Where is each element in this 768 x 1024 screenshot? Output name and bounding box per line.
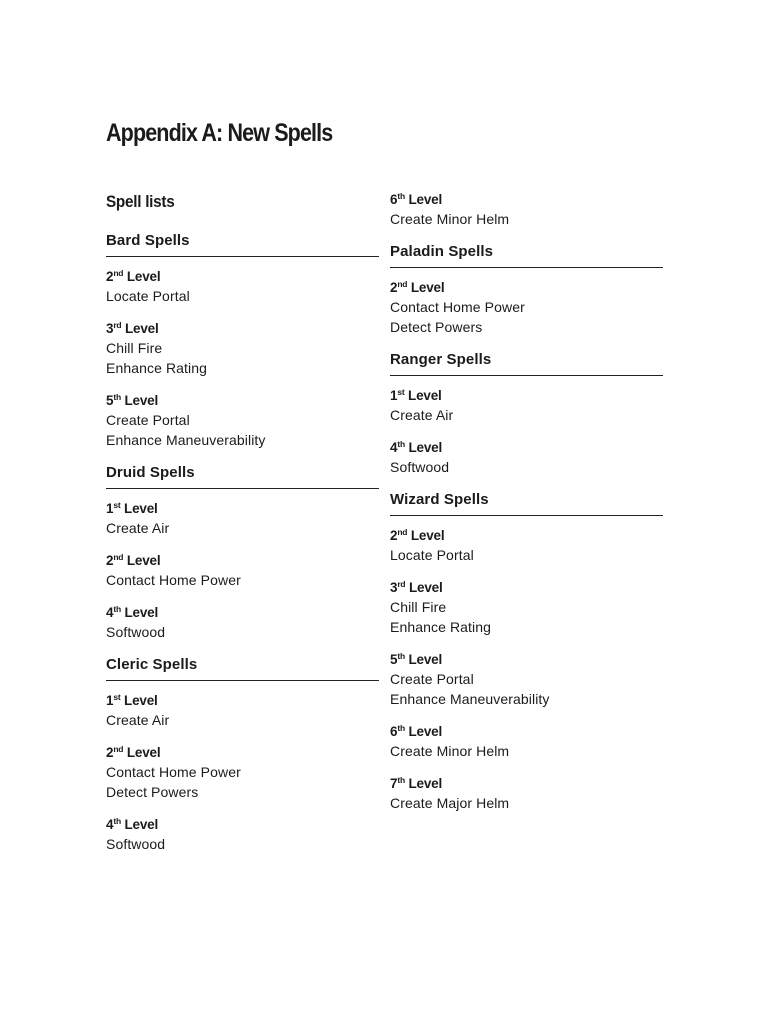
level-number: 6 bbox=[390, 724, 398, 739]
spell-list-heading: Druid Spells bbox=[106, 463, 379, 489]
spell-level-block bbox=[390, 278, 663, 337]
page-title: Appendix A: New Spells bbox=[106, 119, 333, 147]
spell-level-block bbox=[390, 190, 663, 229]
spell-level-block bbox=[106, 319, 379, 378]
level-ordinal-suffix: nd bbox=[113, 268, 124, 278]
level-ordinal-suffix: th bbox=[397, 191, 405, 201]
level-word: Level bbox=[408, 580, 443, 595]
spell-name: Create Minor Helm bbox=[390, 211, 510, 227]
spell-name: Enhance Rating bbox=[390, 619, 492, 635]
spell-level-block bbox=[390, 526, 663, 565]
level-ordinal-suffix: rd bbox=[113, 320, 122, 330]
spell-level-block bbox=[390, 438, 663, 477]
level-heading bbox=[106, 815, 379, 834]
level-heading bbox=[390, 722, 663, 741]
spell-name: Softwood bbox=[106, 624, 166, 640]
level-heading bbox=[390, 386, 663, 405]
spell-name: Contact Home Power bbox=[390, 299, 525, 315]
level-ordinal-suffix: rd bbox=[397, 579, 406, 589]
spell-name: Enhance Maneuverability bbox=[390, 691, 550, 707]
spell-level-block bbox=[390, 774, 663, 813]
level-word: Level bbox=[126, 269, 161, 284]
bard-spells-list bbox=[106, 231, 379, 450]
level-number: 4 bbox=[106, 817, 114, 832]
continued-list bbox=[390, 190, 663, 229]
level-heading bbox=[390, 578, 663, 597]
level-heading bbox=[106, 499, 379, 518]
level-word: Level bbox=[124, 501, 158, 516]
section-subtitle: Spell lists bbox=[106, 192, 175, 211]
level-heading bbox=[106, 551, 379, 570]
level-word: Level bbox=[408, 192, 443, 207]
ranger-spells-list bbox=[390, 350, 663, 477]
spell-name: Create Portal bbox=[106, 412, 190, 428]
level-word: Level bbox=[408, 724, 443, 739]
spell-level-block bbox=[390, 722, 663, 761]
level-ordinal-suffix: nd bbox=[113, 744, 124, 754]
level-number: 4 bbox=[106, 605, 114, 620]
spell-level-block bbox=[106, 551, 379, 590]
spell-level-block bbox=[106, 743, 379, 802]
spell-level-block bbox=[106, 815, 379, 854]
level-ordinal-suffix: nd bbox=[397, 279, 408, 289]
spell-name: Softwood bbox=[390, 459, 450, 475]
level-ordinal-suffix: th bbox=[113, 604, 121, 614]
level-heading bbox=[390, 650, 663, 669]
level-heading bbox=[390, 438, 663, 457]
level-heading bbox=[106, 319, 379, 338]
level-ordinal-suffix: nd bbox=[113, 552, 124, 562]
level-ordinal-suffix: nd bbox=[397, 527, 408, 537]
spell-level-block bbox=[106, 499, 379, 538]
spell-list-heading: Paladin Spells bbox=[390, 242, 663, 268]
level-number: 6 bbox=[390, 192, 398, 207]
spell-name: Chill Fire bbox=[106, 340, 163, 356]
level-number: 2 bbox=[390, 528, 398, 543]
level-word: Level bbox=[408, 388, 442, 403]
level-number: 4 bbox=[390, 440, 398, 455]
level-heading bbox=[106, 267, 379, 286]
spell-name: Create Air bbox=[390, 407, 454, 423]
level-number: 2 bbox=[106, 269, 114, 284]
level-ordinal-suffix: th bbox=[397, 439, 405, 449]
spell-level-block bbox=[106, 391, 379, 450]
level-number: 2 bbox=[390, 280, 398, 295]
level-word: Level bbox=[408, 652, 443, 667]
spell-name: Detect Powers bbox=[106, 784, 199, 800]
level-word: Level bbox=[408, 776, 443, 791]
spell-name: Contact Home Power bbox=[106, 764, 241, 780]
level-heading bbox=[390, 190, 663, 209]
spell-name: Chill Fire bbox=[390, 599, 447, 615]
spell-name: Detect Powers bbox=[390, 319, 483, 335]
level-number: 1 bbox=[106, 501, 114, 516]
level-word: Level bbox=[124, 321, 159, 336]
spell-list-heading: Ranger Spells bbox=[390, 350, 663, 376]
level-number: 1 bbox=[106, 693, 114, 708]
level-word: Level bbox=[124, 693, 158, 708]
spell-name: Locate Portal bbox=[390, 547, 474, 563]
spell-name: Enhance Maneuverability bbox=[106, 432, 266, 448]
level-ordinal-suffix: th bbox=[397, 723, 405, 733]
level-word: Level bbox=[124, 817, 159, 832]
level-number: 7 bbox=[390, 776, 398, 791]
wizard-spells-list bbox=[390, 490, 663, 813]
spell-level-block bbox=[390, 650, 663, 709]
level-number: 2 bbox=[106, 553, 114, 568]
spell-list-heading: Wizard Spells bbox=[390, 490, 663, 516]
spell-name: Create Portal bbox=[390, 671, 474, 687]
spell-name: Enhance Rating bbox=[106, 360, 208, 376]
level-heading bbox=[390, 774, 663, 793]
druid-spells-list bbox=[106, 463, 379, 642]
level-heading bbox=[106, 691, 379, 710]
level-number: 3 bbox=[106, 321, 114, 336]
spell-name: Create Major Helm bbox=[390, 795, 510, 811]
spell-level-block bbox=[390, 386, 663, 425]
spell-level-block bbox=[106, 603, 379, 642]
level-ordinal-suffix: st bbox=[113, 692, 121, 702]
spell-level-block bbox=[106, 267, 379, 306]
level-ordinal-suffix: st bbox=[113, 500, 121, 510]
level-heading bbox=[106, 391, 379, 410]
level-number: 1 bbox=[390, 388, 398, 403]
paladin-spells-list bbox=[390, 242, 663, 337]
level-heading bbox=[390, 526, 663, 545]
spell-name: Create Air bbox=[106, 520, 170, 536]
cleric-spells-list bbox=[106, 655, 379, 854]
level-number: 5 bbox=[106, 393, 114, 408]
level-number: 2 bbox=[106, 745, 114, 760]
level-ordinal-suffix: th bbox=[113, 392, 121, 402]
level-word: Level bbox=[410, 280, 445, 295]
level-ordinal-suffix: th bbox=[397, 651, 405, 661]
level-ordinal-suffix: th bbox=[113, 816, 121, 826]
level-word: Level bbox=[126, 553, 161, 568]
spell-name: Softwood bbox=[106, 836, 166, 852]
level-heading bbox=[106, 603, 379, 622]
level-ordinal-suffix: th bbox=[397, 775, 405, 785]
spell-list-heading: Bard Spells bbox=[106, 231, 379, 257]
spell-name: Create Minor Helm bbox=[390, 743, 510, 759]
level-word: Level bbox=[124, 393, 159, 408]
level-number: 3 bbox=[390, 580, 398, 595]
level-word: Level bbox=[126, 745, 161, 760]
spell-name: Locate Portal bbox=[106, 288, 190, 304]
left-column bbox=[106, 231, 379, 867]
level-number: 5 bbox=[390, 652, 398, 667]
level-ordinal-suffix: st bbox=[397, 387, 405, 397]
spell-list-heading: Cleric Spells bbox=[106, 655, 379, 681]
right-column bbox=[390, 190, 663, 826]
spell-name: Create Air bbox=[106, 712, 170, 728]
level-heading bbox=[390, 278, 663, 297]
spell-level-block bbox=[106, 691, 379, 730]
spell-name: Contact Home Power bbox=[106, 572, 241, 588]
level-word: Level bbox=[410, 528, 445, 543]
spell-level-block bbox=[390, 578, 663, 637]
level-word: Level bbox=[124, 605, 159, 620]
level-heading bbox=[106, 743, 379, 762]
level-word: Level bbox=[408, 440, 443, 455]
